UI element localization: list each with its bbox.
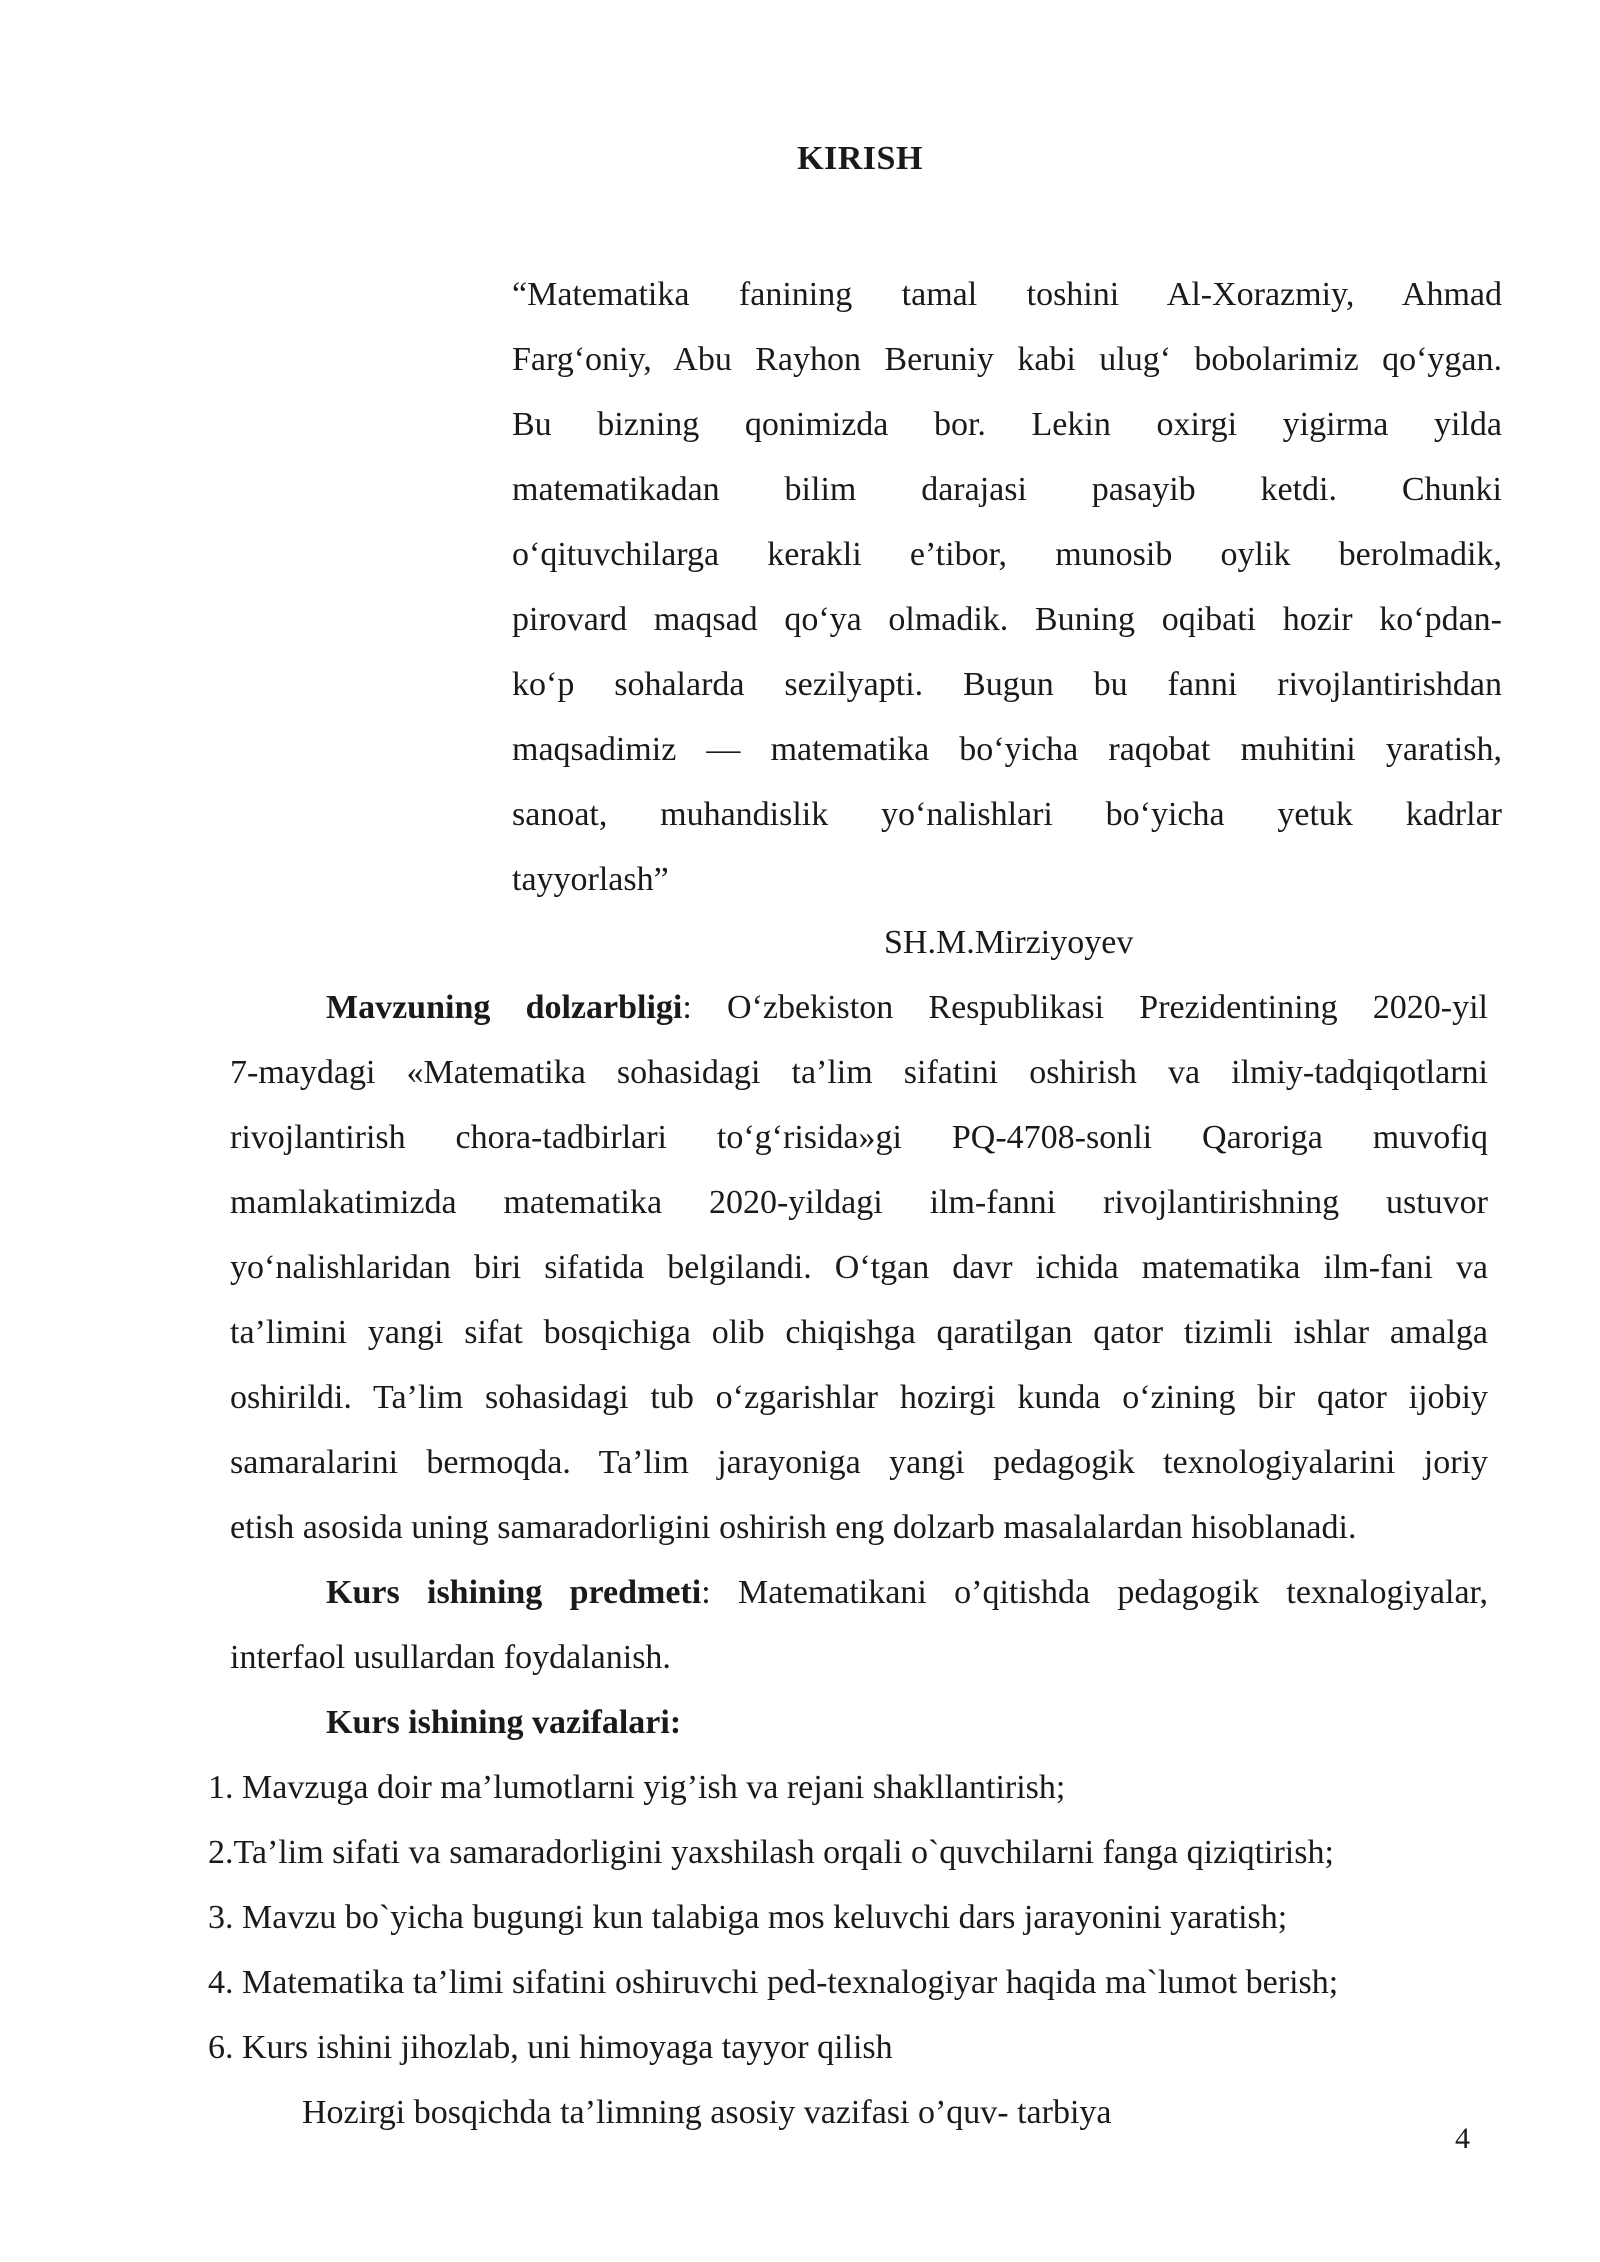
epigraph-line: pirovard maqsad qo‘ya olmadik. Buning oqibati hozir ko‘pdan- [512,601,1502,638]
epigraph-line: ko‘p sohalarda sezilyapti. Bugun bu fanni rivojlantirishdan [512,666,1502,703]
relevance-label: Mavzuning dolzarbligi [326,989,683,1026]
relevance-line: rivojlantirish chora-tadbirlari to‘g‘risida»gi PQ-4708-sonli Qaroriga muvofiq [230,1119,1488,1156]
epigraph-line: Bu bizning qonimizda bor. Lekin oxirgi yigirma yilda [512,406,1502,443]
subject-label: Kurs ishining predmeti [326,1574,702,1611]
relevance-line: yo‘nalishlaridan biri sifatida belgilandi. O‘tgan davr ichida matematika ilm-fani va [230,1249,1488,1286]
relevance-paragraph-first-line [230,975,1488,1040]
epigraph-line: o‘qituvchilarga kerakli e’tibor, munosib oylik berolmadik, [512,536,1502,573]
list-item: 2.Ta’lim sifati va samaradorligini yaxshilash orqali o`quvchilarni fanga qiziqtirish; [208,1834,1334,1871]
relevance-line: 7-maydagi «Matematika sohasidagi ta’lim sifatini oshirish va ilmiy-tadqiqotlarni [230,1054,1488,1091]
epigraph-line: matematikadan bilim darajasi pasayib ketdi. Chunki [512,471,1502,508]
epigraph-line: “Matematika fanining tamal toshini Al-Xorazmiy, Ahmad [512,276,1502,313]
epigraph-line: tayyorlash” [512,861,669,898]
page-title: KIRISH [797,140,923,177]
epigraph-author: SH.M.Mirziyoyev [884,924,1134,961]
subject-first-line-text: : Matematikani o’qitishda pedagogik texnalogiyalar, [701,1574,1488,1611]
relevance-line: ta’limini yangi sifat bosqichiga olib chiqishga qaratilgan qator tizimli ishlar amalga [230,1314,1488,1351]
relevance-line: samaralarini bermoqda. Ta’lim jarayoniga yangi pedagogik texnologiyalarini joriy [230,1444,1488,1481]
epigraph-line: maqsadimiz — matematika bo‘yicha raqobat muhitini yaratish, [512,731,1502,768]
relevance-first-line-text: : O‘zbekiston Respublikasi Prezidentining 2020-yil [682,989,1489,1026]
tasks-list [208,1755,1338,2080]
list-item: 1. Mavzuga doir ma’lumotlarni yig’ish va rejani shakllantirish; [208,1769,1066,1806]
subject-line: interfaol usullardan foydalanish. [230,1639,671,1676]
page-number: 4 [1455,2122,1470,2155]
relevance-line: etish asosida uning samaradorligini oshirish eng dolzarb masalalardan hisoblanadi. [230,1509,1357,1546]
epigraph-line: Farg‘oniy, Abu Rayhon Beruniy kabi ulug‘ bobolarimiz qo‘ygan. [512,341,1502,378]
subject-paragraph-first-line [230,1560,1488,1625]
list-item: 4. Matematika ta’limi sifatini oshiruvchi ped-texnalogiyar haqida ma`lumot berish; [208,1964,1339,2001]
main-text [230,975,1488,1755]
tasks-heading [230,1690,1488,1755]
relevance-line: oshirildi. Ta’lim sohasidagi tub o‘zgarishlar hozirgi kunda o‘zining bir qator ijobiy [230,1379,1488,1416]
list-item: 6. Kurs ishini jihozlab, uni himoyaga tayyor qilish [208,2029,893,2066]
tasks-label: Kurs ishining vazifalari: [326,1704,682,1741]
epigraph-line: sanoat, muhandislik yo‘nalishlari bo‘yicha yetuk kadrlar [512,796,1502,833]
relevance-line: mamlakatimizda matematika 2020-yildagi ilm-fanni rivojlantirishning ustuvor [230,1184,1488,1221]
list-item: 3. Mavzu bo`yicha bugungi kun talabiga mos keluvchi dars jarayonini yaratish; [208,1899,1288,1936]
closing-line: Hozirgi bosqichda ta’limning asosiy vazifasi o’quv- tarbiya [302,2094,1112,2131]
epigraph-quote [512,262,1502,912]
